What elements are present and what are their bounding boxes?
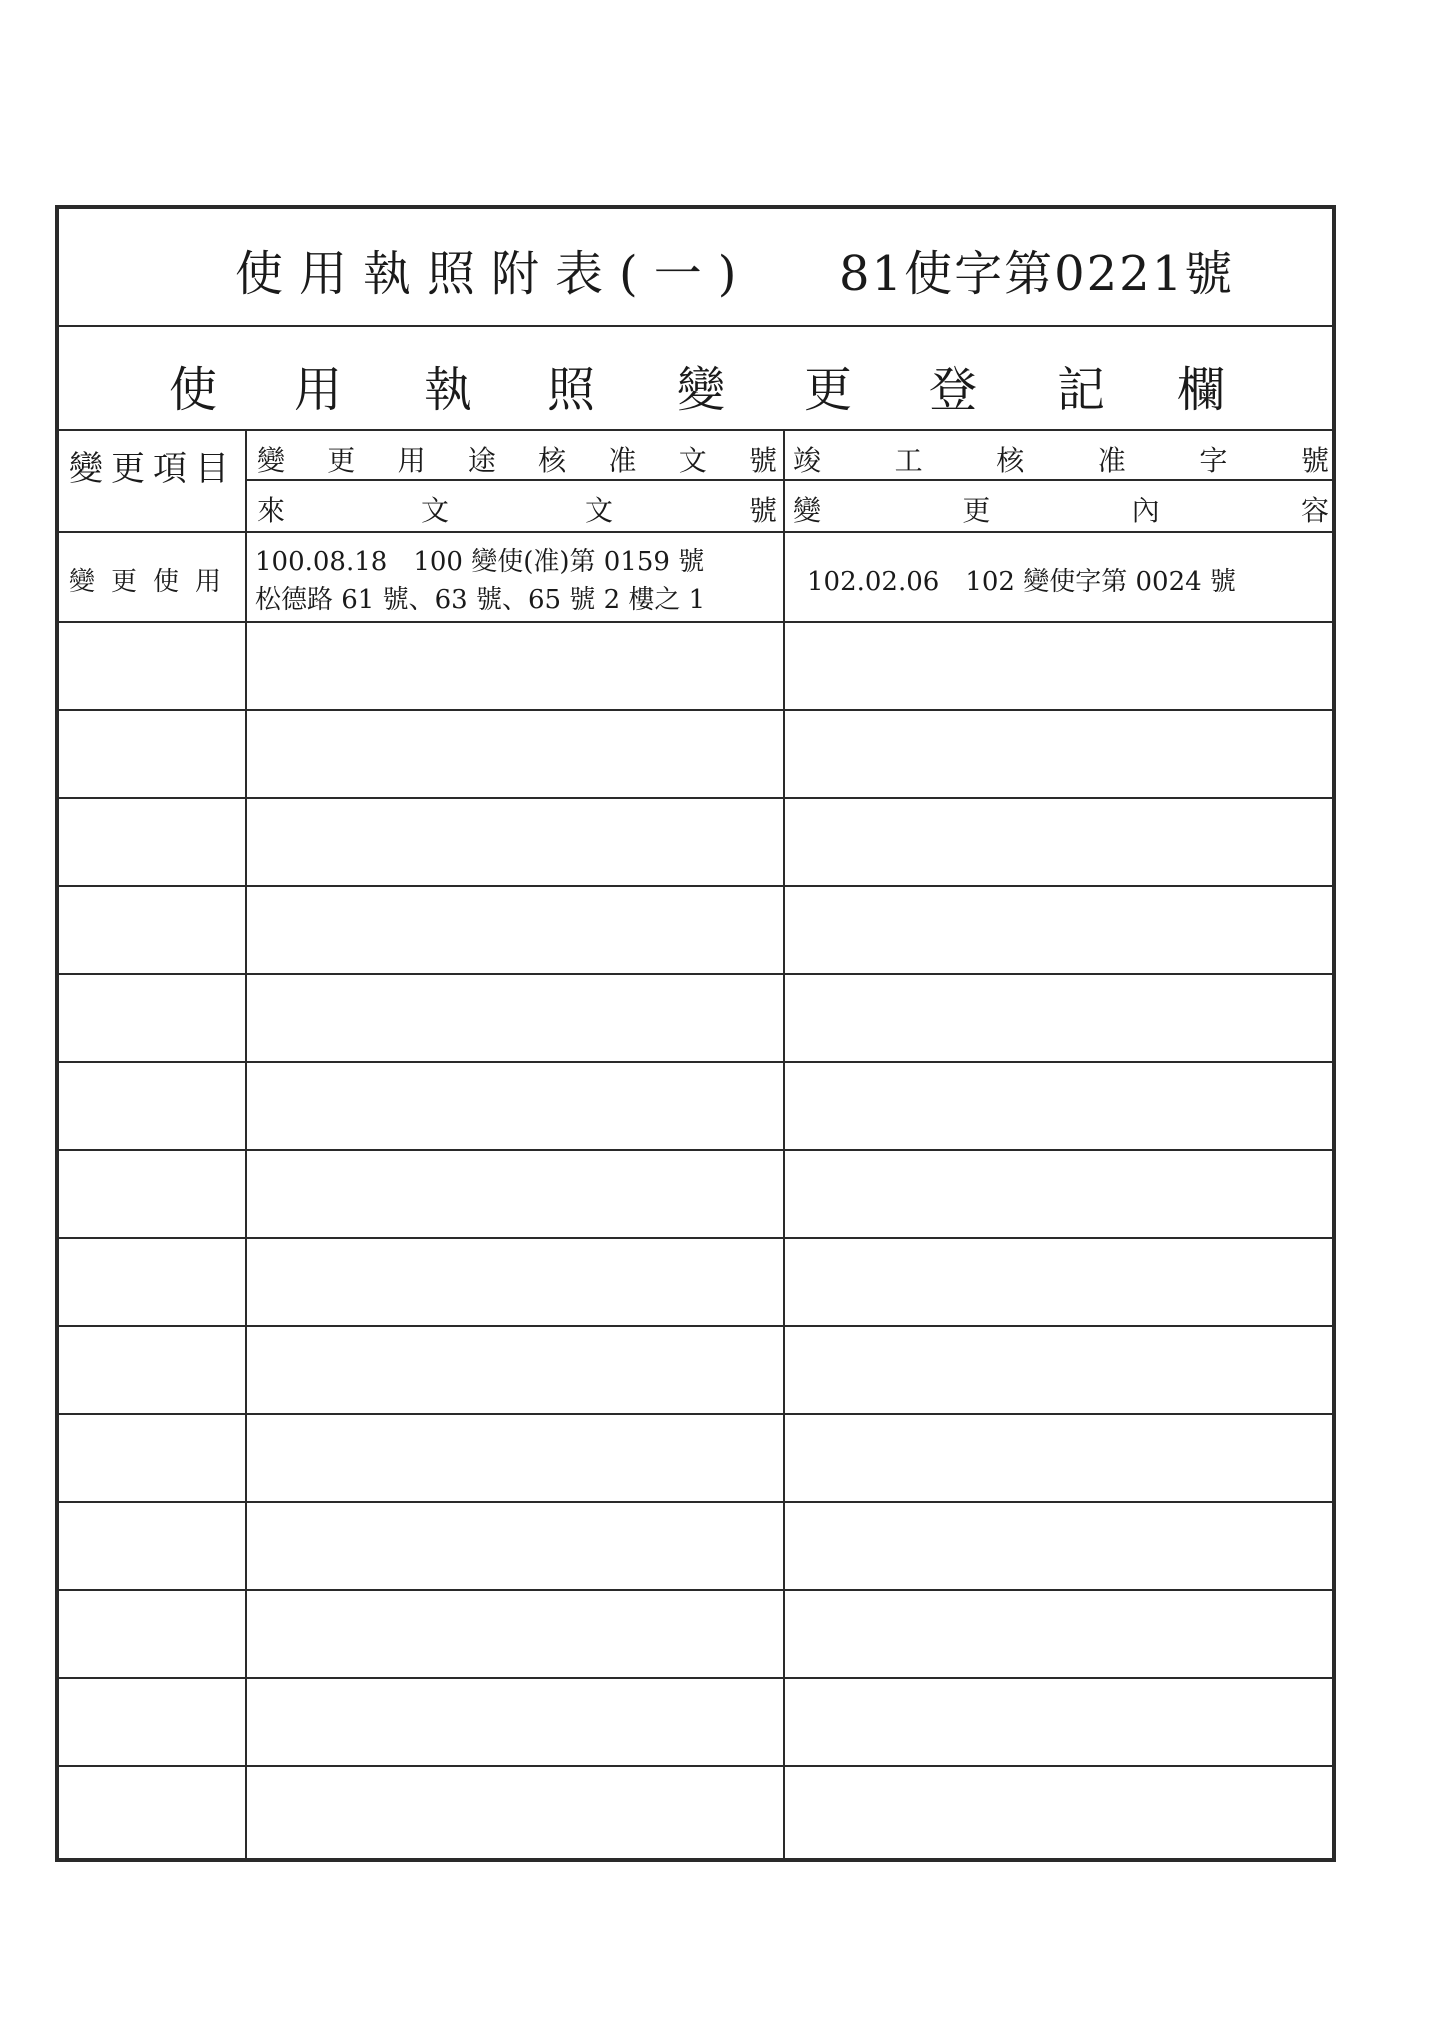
table-row-divider [59,1325,1332,1327]
header-char: 文 [420,494,449,527]
row-1-completion: 102.02.06 102 變使字第 0024 號 [807,567,1236,597]
change-registration-table [55,205,1336,1862]
title-row [59,209,1332,327]
table-row-divider [59,885,1332,887]
table-row-divider [59,973,1332,975]
table-row-divider [59,1149,1332,1151]
document-number: 81使字第0221號 [839,246,1235,302]
table-row-divider [59,1061,1332,1063]
table-row-divider [59,621,1332,623]
column-divider [783,431,785,1858]
header-char: 核 [996,444,1025,477]
header-approval-doc-number [255,439,779,479]
header-char: 途 [467,444,496,477]
section-title-row [59,327,1332,431]
header-char: 工 [894,444,923,477]
header-char: 號 [1300,444,1329,477]
row-1-item: 變更使用 [69,567,238,597]
header-char: 准 [608,444,637,477]
header-incoming-doc-number [255,489,779,529]
header-char: 內 [1131,494,1160,527]
section-title-char: 登 [929,362,978,418]
column-divider [245,431,247,1858]
section-title-char: 欄 [1177,362,1226,418]
header-char: 用 [397,444,426,477]
section-title-char: 變 [677,362,726,418]
table-row-divider [59,1677,1332,1679]
table-row-divider [59,709,1332,711]
header-char: 變 [793,494,822,527]
header-char: 更 [962,494,991,527]
section-title-char: 使 [169,362,218,418]
row-1-approval-line1: 100.08.18 100 變使(准)第 0159 號 [255,547,705,577]
table-row-divider [59,1413,1332,1415]
header-char: 文 [678,444,707,477]
table-row-divider [59,1589,1332,1591]
section-title-char: 照 [547,362,596,418]
section-title-char: 記 [1057,362,1106,418]
header-char: 更 [327,444,356,477]
header-char: 核 [538,444,567,477]
header-char: 變 [257,444,286,477]
header-bottom-line [59,531,1332,533]
header-change-item: 變更項目 [69,449,237,489]
table-row-divider [59,797,1332,799]
header-char: 字 [1199,444,1228,477]
section-title-char: 更 [804,362,853,418]
table-row-divider [59,1237,1332,1239]
section-title-char: 用 [294,362,343,418]
header-char: 來 [257,494,286,527]
section-title-char: 執 [424,362,473,418]
header-char: 文 [584,494,613,527]
table-row-divider [59,1501,1332,1503]
header-char: 號 [748,494,777,527]
document-title: 使用執照附表(一) [235,246,753,302]
header-char: 容 [1300,494,1329,527]
header-char: 准 [1097,444,1126,477]
header-completion-approval-number [791,439,1331,479]
header-change-content [791,489,1331,529]
header-char: 號 [748,444,777,477]
header-divider [245,479,1332,481]
header-char: 竣 [793,444,822,477]
table-row-divider [59,1765,1332,1767]
row-1-approval-line2: 松德路 61 號、63 號、65 號 2 樓之 1 [255,585,706,615]
